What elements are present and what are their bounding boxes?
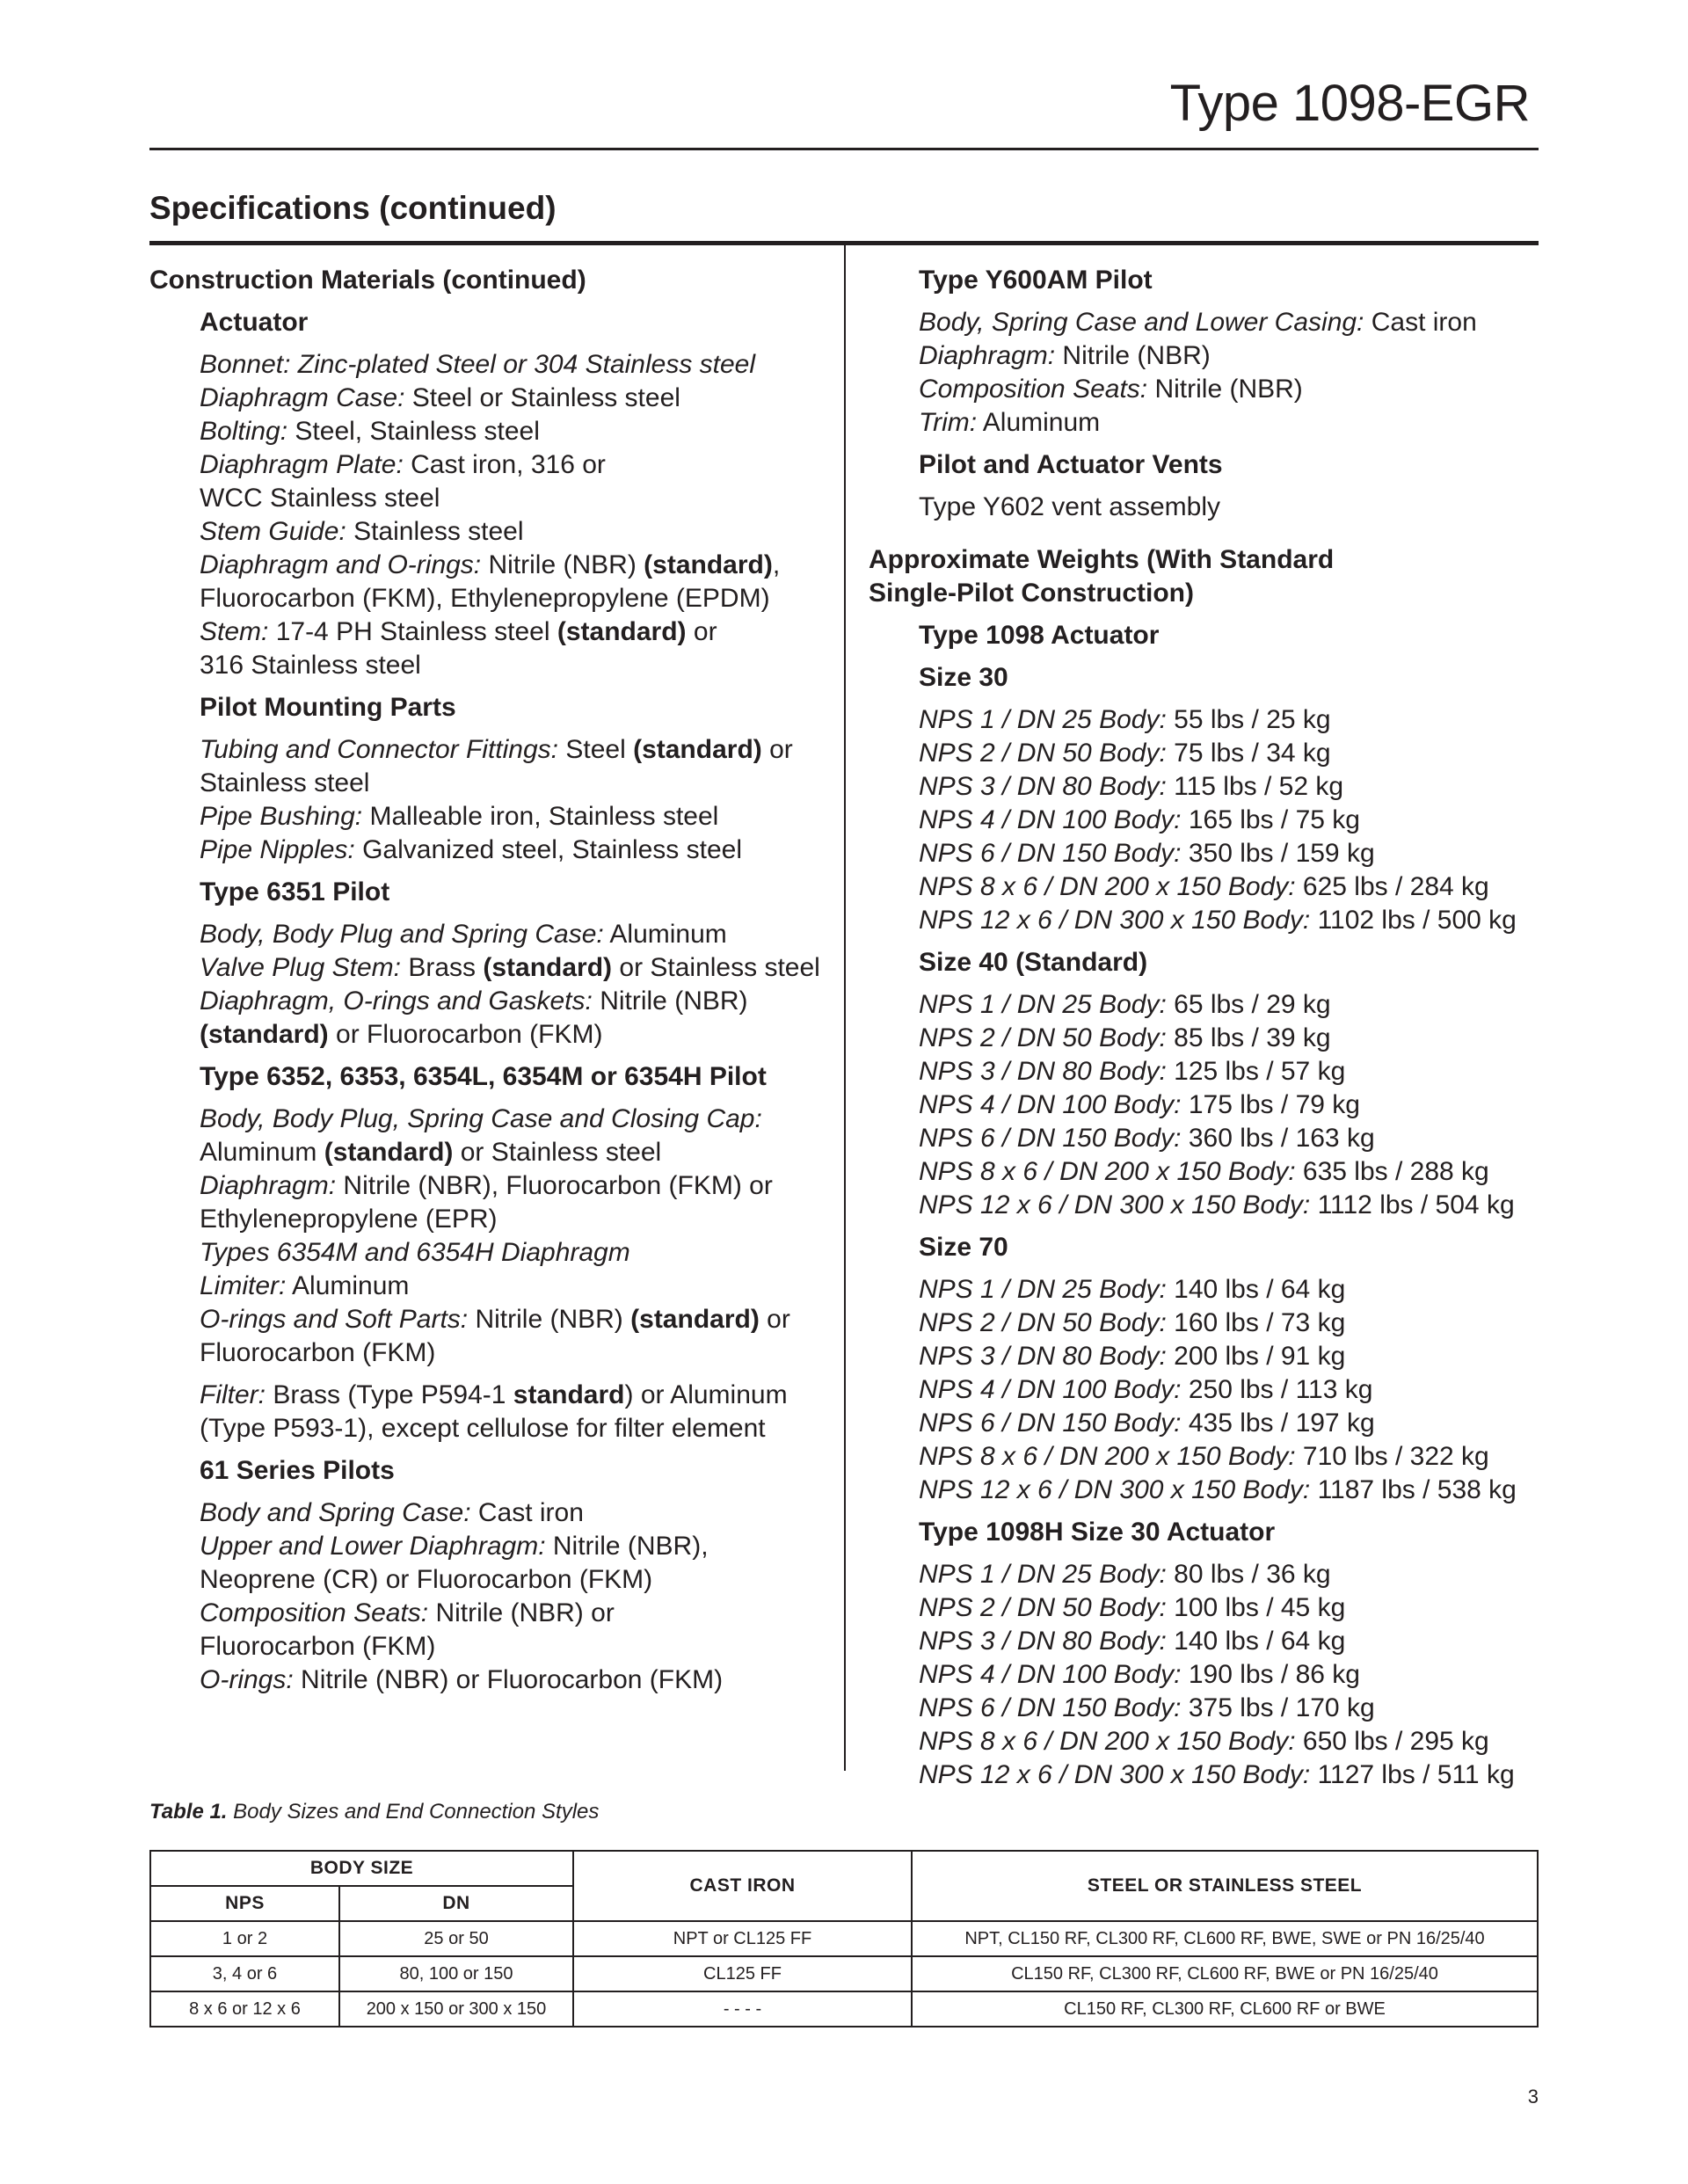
- table-body: [150, 1921, 1538, 2027]
- series61-heading: 61 Series Pilots: [200, 1456, 395, 1485]
- table-cell: CL125 FF: [573, 1956, 912, 1991]
- t6352-diaphragm-spec-cont: Ethylenepropylene (EPR): [200, 1205, 498, 1234]
- weight-row: NPS 8 x 6 / DN 200 x 150 Body: 650 lbs / 295 kg: [919, 1727, 1489, 1756]
- table-cell: NPT or CL125 FF: [573, 1921, 912, 1956]
- weight-row: NPS 12 x 6 / DN 300 x 150 Body: 1102 lbs / 500 kg: [919, 906, 1517, 935]
- table-cell: 8 x 6 or 12 x 6: [150, 1991, 339, 2027]
- column-divider: [844, 244, 846, 1771]
- weight-row: NPS 3 / DN 80 Body: 125 lbs / 57 kg: [919, 1057, 1346, 1086]
- header-cast-iron: CAST IRON: [573, 1851, 912, 1921]
- table-cell: 200 x 150 or 300 x 150: [339, 1991, 573, 2027]
- weight-groups: [919, 661, 1537, 1792]
- diaphragm-plate-spec: Diaphragm Plate: Cast iron, 316 or: [200, 450, 606, 479]
- header-dn: DN: [339, 1886, 573, 1921]
- t6352-body-spec-cont: Aluminum (standard) or Stainless steel: [200, 1138, 662, 1167]
- pipe-bushing-spec: Pipe Bushing: Malleable iron, Stainless steel: [200, 802, 719, 831]
- s61-orings-spec: O-rings: Nitrile (NBR) or Fluorocarbon (FKM): [200, 1665, 724, 1694]
- weight-row: NPS 6 / DN 150 Body: 360 lbs / 163 kg: [919, 1124, 1375, 1153]
- vents-heading: Pilot and Actuator Vents: [919, 450, 1223, 479]
- weight-group-heading: Size 70: [919, 1233, 1008, 1262]
- actuator-heading: Actuator: [200, 308, 309, 337]
- y600-trim-spec: Trim: Aluminum: [919, 408, 1101, 437]
- table-cell: NPT, CL150 RF, CL300 RF, CL600 RF, BWE, SWE or PN 16/25/40: [912, 1921, 1538, 1956]
- table-row: [150, 1921, 1538, 1956]
- stem-guide-spec: Stem Guide: Stainless steel: [200, 517, 524, 546]
- weight-row: NPS 4 / DN 100 Body: 250 lbs / 113 kg: [919, 1375, 1373, 1404]
- t6351-stem-spec: Valve Plug Stem: Brass (standard) or Stainless steel: [200, 953, 820, 982]
- y600-body-spec: Body, Spring Case and Lower Casing: Cast iron: [919, 308, 1477, 337]
- table-cell: CL150 RF, CL300 RF, CL600 RF or BWE: [912, 1991, 1538, 2027]
- type1098-actuator-heading: Type 1098 Actuator: [919, 621, 1160, 650]
- weight-group-heading: Size 30: [919, 663, 1008, 692]
- table-cell: 80, 100 or 150: [339, 1956, 573, 1991]
- diaphragm-orings-spec: Diaphragm and O-rings: Nitrile (NBR) (standard),: [200, 550, 781, 579]
- s61-seats-spec-cont: Fluorocarbon (FKM): [200, 1632, 436, 1661]
- weight-row: NPS 4 / DN 100 Body: 175 lbs / 79 kg: [919, 1090, 1360, 1119]
- weights-heading: Approximate Weights (With Standard: [869, 545, 1335, 574]
- s61-body-spec: Body and Spring Case: Cast iron: [200, 1498, 584, 1527]
- orings-soft-parts-spec-cont: Fluorocarbon (FKM): [200, 1338, 436, 1367]
- tubing-spec: Tubing and Connector Fittings: Steel (standard) or: [200, 735, 793, 764]
- stem-spec-cont: 316 Stainless steel: [200, 651, 421, 680]
- type6351-heading: Type 6351 Pilot: [200, 877, 390, 906]
- weight-row: NPS 2 / DN 50 Body: 160 lbs / 73 kg: [919, 1308, 1346, 1337]
- weight-row: NPS 12 x 6 / DN 300 x 150 Body: 1112 lbs / 504 kg: [919, 1190, 1515, 1219]
- left-column: [149, 264, 835, 1697]
- diaphragm-orings-spec-cont: Fluorocarbon (FKM), Ethylenepropylene (EPDM): [200, 584, 770, 613]
- weight-group-heading: Type 1098H Size 30 Actuator: [919, 1518, 1276, 1547]
- document-title: Type 1098-EGR: [1169, 75, 1530, 132]
- s61-diaphragm-spec: Upper and Lower Diaphragm: Nitrile (NBR),: [200, 1532, 709, 1561]
- weight-row: NPS 12 x 6 / DN 300 x 150 Body: 1187 lbs / 538 kg: [919, 1475, 1517, 1504]
- s61-seats-spec: Composition Seats: Nitrile (NBR) or: [200, 1598, 615, 1627]
- header-nps: NPS: [150, 1886, 339, 1921]
- weight-row: NPS 3 / DN 80 Body: 115 lbs / 52 kg: [919, 772, 1344, 801]
- orings-soft-parts-spec: O-rings and Soft Parts: Nitrile (NBR) (standard) or: [200, 1305, 790, 1334]
- pipe-nipples-spec: Pipe Nipples: Galvanized steel, Stainless steel: [200, 835, 742, 864]
- header-rule: [149, 148, 1539, 150]
- t6351-diaphragm-spec-cont: (standard) or Fluorocarbon (FKM): [200, 1020, 603, 1049]
- t6352-body-spec: Body, Body Plug, Spring Case and Closing Cap:: [200, 1104, 762, 1133]
- bonnet-spec: Bonnet: Zinc-plated Steel or 304 Stainless steel: [200, 350, 756, 379]
- table-cell: 25 or 50: [339, 1921, 573, 1956]
- diaphragm-case-spec: Diaphragm Case: Steel or Stainless steel: [200, 383, 680, 412]
- t6352-diaphragm-spec: Diaphragm: Nitrile (NBR), Fluorocarbon (FKM) or: [200, 1171, 773, 1200]
- weight-row: NPS 6 / DN 150 Body: 435 lbs / 197 kg: [919, 1409, 1375, 1438]
- weight-group-heading: Size 40 (Standard): [919, 948, 1148, 977]
- y600am-heading: Type Y600AM Pilot: [919, 266, 1153, 295]
- weight-row: NPS 1 / DN 25 Body: 80 lbs / 36 kg: [919, 1560, 1331, 1589]
- bolting-spec: Bolting: Steel, Stainless steel: [200, 417, 540, 446]
- weight-row: NPS 12 x 6 / DN 300 x 150 Body: 1127 lbs / 511 kg: [919, 1760, 1515, 1789]
- table-cell: 3, 4 or 6: [150, 1956, 339, 1991]
- stem-spec: Stem: 17-4 PH Stainless steel (standard) or: [200, 617, 717, 646]
- weight-row: NPS 1 / DN 25 Body: 55 lbs / 25 kg: [919, 705, 1331, 734]
- y600-seats-spec: Composition Seats: Nitrile (NBR): [919, 375, 1303, 404]
- table-cell: 1 or 2: [150, 1921, 339, 1956]
- vents-spec: Type Y602 vent assembly: [919, 492, 1220, 521]
- page-number: 3: [1527, 2086, 1539, 2108]
- type6352-heading: Type 6352, 6353, 6354L, 6354M or 6354H Pilot: [200, 1062, 767, 1091]
- weight-row: NPS 6 / DN 150 Body: 375 lbs / 170 kg: [919, 1693, 1375, 1722]
- body-sizes-table: [149, 1850, 1539, 2027]
- tubing-spec-cont: Stainless steel: [200, 768, 370, 797]
- t6354-limiter-spec: Types 6354M and 6354H Diaphragm: [200, 1238, 630, 1267]
- section-title: Specifications (continued): [149, 190, 557, 226]
- filter-spec-cont: (Type P593-1), except cellulose for filter element: [200, 1414, 766, 1443]
- weight-row: NPS 2 / DN 50 Body: 85 lbs / 39 kg: [919, 1023, 1331, 1052]
- table-cell: CL150 RF, CL300 RF, CL600 RF, BWE or PN 16/25/40: [912, 1956, 1538, 1991]
- t6351-diaphragm-spec: Diaphragm, O-rings and Gaskets: Nitrile (NBR): [200, 986, 748, 1016]
- weight-row: NPS 6 / DN 150 Body: 350 lbs / 159 kg: [919, 839, 1375, 868]
- pilot-mounting-heading: Pilot Mounting Parts: [200, 693, 456, 722]
- diaphragm-plate-spec-cont: WCC Stainless steel: [200, 484, 440, 513]
- s61-diaphragm-spec-cont: Neoprene (CR) or Fluorocarbon (FKM): [200, 1565, 653, 1594]
- table-row: [150, 1991, 1538, 2027]
- weight-row: NPS 1 / DN 25 Body: 65 lbs / 29 kg: [919, 990, 1331, 1019]
- header-body-size: BODY SIZE: [150, 1851, 573, 1886]
- weight-row: NPS 8 x 6 / DN 200 x 150 Body: 635 lbs / 288 kg: [919, 1157, 1489, 1186]
- right-column: [869, 264, 1537, 1792]
- t6351-body-spec: Body, Body Plug and Spring Case: Aluminum: [200, 920, 727, 949]
- weight-row: NPS 2 / DN 50 Body: 75 lbs / 34 kg: [919, 739, 1331, 768]
- table-caption: Table 1. Body Sizes and End Connection Styles: [149, 1800, 600, 1824]
- header-steel: STEEL OR STAINLESS STEEL: [912, 1851, 1538, 1921]
- filter-spec: Filter: Brass (Type P594-1 standard) or Aluminum: [200, 1380, 788, 1409]
- weight-row: NPS 4 / DN 100 Body: 190 lbs / 86 kg: [919, 1660, 1360, 1689]
- y600-diaphragm-spec: Diaphragm: Nitrile (NBR): [919, 341, 1211, 370]
- weight-row: NPS 1 / DN 25 Body: 140 lbs / 64 kg: [919, 1275, 1346, 1304]
- weight-row: NPS 4 / DN 100 Body: 165 lbs / 75 kg: [919, 805, 1360, 834]
- weight-row: NPS 3 / DN 80 Body: 140 lbs / 64 kg: [919, 1627, 1346, 1656]
- table-row: [150, 1956, 1538, 1991]
- table-cell: - - - -: [573, 1991, 912, 2027]
- weight-row: NPS 2 / DN 50 Body: 100 lbs / 45 kg: [919, 1593, 1346, 1622]
- weight-row: NPS 3 / DN 80 Body: 200 lbs / 91 kg: [919, 1342, 1346, 1371]
- t6354-limiter-spec-cont: Limiter: Aluminum: [200, 1271, 410, 1300]
- weight-row: NPS 8 x 6 / DN 200 x 150 Body: 710 lbs / 322 kg: [919, 1442, 1489, 1471]
- construction-heading: Construction Materials (continued): [149, 266, 586, 295]
- weights-heading-cont: Single-Pilot Construction): [869, 579, 1194, 608]
- weight-row: NPS 8 x 6 / DN 200 x 150 Body: 625 lbs / 284 kg: [919, 872, 1489, 901]
